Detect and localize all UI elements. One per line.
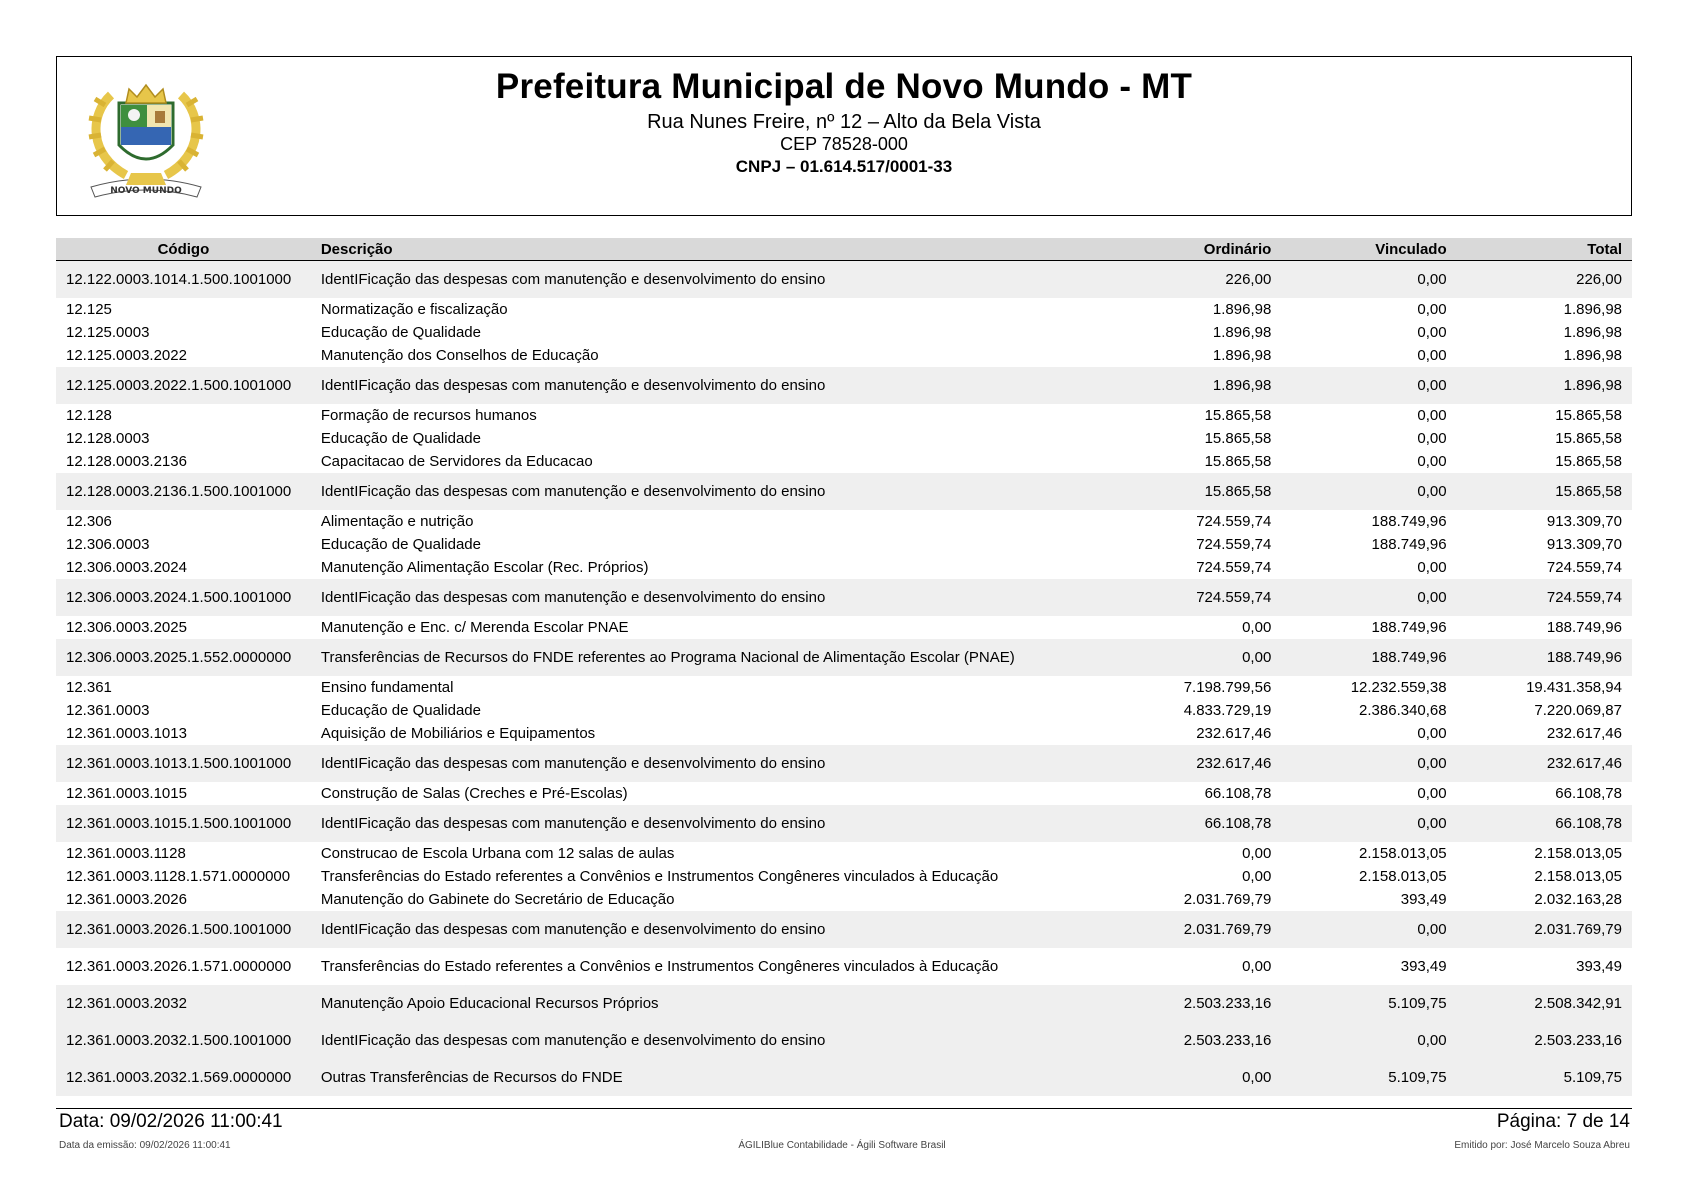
emitted-by: Emitido por: José Marcelo Souza Abreu [1454, 1140, 1630, 1151]
cell-ordinario: 1.896,98 [1212, 300, 1272, 318]
cell-vinculado: 5.109,75 [1281, 1059, 1456, 1096]
cell-code: 12.122.0003.1014.1.500.1001000 [56, 261, 311, 298]
cell-code: 12.306.0003.2024.1.500.1001000 [56, 579, 311, 616]
cell-description: Educação de Qualidade [320, 535, 481, 553]
table-row [56, 639, 1632, 676]
cell-vinculado: 0,00 [1281, 367, 1456, 404]
cell-vinculado: 0,00 [1281, 261, 1456, 298]
cell-total: 724.559,74 [1457, 579, 1632, 616]
address-text: Rua Nunes Freire, nº 12 – Alto da Bela Vista [647, 111, 1041, 133]
cell-ordinario: 2.503.233,16 [1106, 985, 1281, 1022]
cell-description: IdentIFicação das despesas com manutenção e desenvolvimento do ensino [311, 805, 1106, 842]
footer-divider [56, 1108, 1632, 1109]
cell-vinculado: 188.749,96 [1371, 535, 1447, 553]
cell-code: 12.128.0003.2136.1.500.1001000 [56, 473, 311, 510]
cell-code: 12.361.0003.2032.1.569.0000000 [56, 1059, 311, 1096]
cell-total: 15.865,58 [1555, 452, 1622, 470]
cell-vinculado: 0,00 [1281, 805, 1456, 842]
table-row [56, 805, 1632, 842]
report-date: Data: 09/02/2026 11:00:41 [59, 1111, 283, 1132]
cell-code: 12.306.0003.2025 [66, 618, 187, 636]
cell-vinculado: 0,00 [1281, 473, 1456, 510]
cell-description: Manutenção e Enc. c/ Merenda Escolar PNAE [320, 618, 629, 636]
cell-code: 12.125.0003.2022 [66, 346, 187, 364]
cell-code: 12.125.0003 [66, 323, 150, 341]
cell-ordinario: 724.559,74 [1196, 558, 1272, 576]
table-body [56, 261, 1632, 1096]
cell-total: 19.431.358,94 [1526, 678, 1622, 696]
cell-ordinario: 0,00 [1106, 1059, 1281, 1096]
cell-vinculado: 2.158.013,05 [1359, 867, 1447, 885]
cell-code: 12.361.0003.1013.1.500.1001000 [56, 745, 311, 782]
table-row [56, 722, 1632, 745]
cell-code: 12.128.0003 [66, 429, 150, 447]
cell-code: 12.306.0003 [66, 535, 150, 553]
cell-ordinario: 7.198.799,56 [1183, 678, 1272, 696]
table-row [56, 1059, 1632, 1096]
cell-description: Normatização e fiscalização [320, 300, 508, 318]
cell-total: 66.108,78 [1555, 784, 1622, 802]
expense-table [56, 238, 1632, 1096]
cell-vinculado: 0,00 [1417, 558, 1447, 576]
cell-vinculado: 5.109,75 [1281, 985, 1456, 1022]
cell-description: Transferências do Estado referentes a Convênios e Instrumentos Congêneres vinculados à Educação [311, 948, 1106, 985]
system-name: ÁGILIBlue Contabilidade - Ágili Software Brasil [738, 1140, 946, 1151]
cell-ordinario: 0,00 [1106, 639, 1281, 676]
cell-ordinario: 15.865,58 [1106, 473, 1281, 510]
cep-text: CEP 78528-000 [780, 134, 908, 154]
cell-vinculado: 0,00 [1417, 323, 1447, 341]
column-header-total: Total [1457, 238, 1632, 261]
cell-description: Educação de Qualidade [320, 323, 481, 341]
cell-total: 232.617,46 [1546, 724, 1622, 742]
cell-total: 2.158.013,05 [1534, 844, 1622, 862]
cell-code: 12.361.0003 [66, 701, 150, 719]
cell-description: IdentIFicação das despesas com manutenção e desenvolvimento do ensino [311, 579, 1106, 616]
cell-vinculado: 0,00 [1281, 911, 1456, 948]
cell-ordinario: 66.108,78 [1204, 784, 1272, 802]
cell-total: 7.220.069,87 [1534, 701, 1622, 719]
cell-total: 15.865,58 [1555, 429, 1622, 447]
cell-ordinario: 0,00 [1242, 867, 1272, 885]
cell-total: 1.896,98 [1563, 323, 1622, 341]
table-row [56, 676, 1632, 699]
cell-total: 188.749,96 [1546, 618, 1622, 636]
cell-vinculado: 12.232.559,38 [1350, 678, 1447, 696]
table-row [56, 298, 1632, 321]
cell-description: IdentIFicação das despesas com manutenção e desenvolvimento do ensino [311, 473, 1106, 510]
table-row [56, 616, 1632, 639]
cell-code: 12.306.0003.2025.1.552.0000000 [56, 639, 311, 676]
cell-description: Capacitacao de Servidores da Educacao [320, 452, 593, 470]
cell-total: 913.309,70 [1546, 512, 1622, 530]
table-row [56, 948, 1632, 985]
cell-code: 12.361.0003.2032.1.500.1001000 [56, 1022, 311, 1059]
table-row [56, 261, 1632, 298]
cell-vinculado: 0,00 [1417, 346, 1447, 364]
column-header-ordinario: Ordinário [1106, 238, 1281, 261]
cell-total: 2.158.013,05 [1534, 867, 1622, 885]
cell-total: 1.896,98 [1563, 346, 1622, 364]
table-row [56, 888, 1632, 911]
cell-description: IdentIFicação das despesas com manutenção e desenvolvimento do ensino [311, 1022, 1106, 1059]
emission-date: Data da emissão: 09/02/2026 11:00:41 [59, 1140, 231, 1151]
cell-description: Formação de recursos humanos [320, 406, 537, 424]
cell-ordinario: 15.865,58 [1204, 406, 1272, 424]
cell-vinculado: 393,49 [1400, 890, 1447, 908]
table-row [56, 510, 1632, 533]
cell-total: 2.032.163,28 [1534, 890, 1622, 908]
column-header-description: Descrição [311, 238, 1106, 261]
cell-ordinario: 2.031.769,79 [1183, 890, 1272, 908]
cell-vinculado: 0,00 [1417, 452, 1447, 470]
cell-description: Transferências do Estado referentes a Convênios e Instrumentos Congêneres vinculados à Educação [320, 867, 999, 885]
cell-vinculado: 0,00 [1417, 724, 1447, 742]
cell-ordinario: 724.559,74 [1196, 535, 1272, 553]
table-row [56, 911, 1632, 948]
table-row [56, 782, 1632, 805]
cell-total: 15.865,58 [1555, 406, 1622, 424]
cell-ordinario: 226,00 [1106, 261, 1281, 298]
cell-vinculado: 188.749,96 [1371, 512, 1447, 530]
cell-vinculado: 0,00 [1281, 579, 1456, 616]
cell-vinculado: 0,00 [1417, 300, 1447, 318]
cell-total: 1.896,98 [1563, 300, 1622, 318]
cell-total: 2.031.769,79 [1457, 911, 1632, 948]
table-row [56, 344, 1632, 367]
cell-ordinario: 1.896,98 [1106, 367, 1281, 404]
cell-code: 12.128 [66, 406, 112, 424]
cell-description: Ensino fundamental [320, 678, 454, 696]
cell-ordinario: 724.559,74 [1106, 579, 1281, 616]
cell-total: 724.559,74 [1546, 558, 1622, 576]
column-header-vinculado: Vinculado [1281, 238, 1456, 261]
cell-code: 12.361.0003.1015.1.500.1001000 [56, 805, 311, 842]
cell-total: 188.749,96 [1457, 639, 1632, 676]
cell-description: IdentIFicação das despesas com manutenção e desenvolvimento do ensino [311, 745, 1106, 782]
cell-vinculado: 2.386.340,68 [1359, 701, 1447, 719]
cell-total: 15.865,58 [1457, 473, 1632, 510]
cell-description: Educação de Qualidade [320, 701, 481, 719]
cell-vinculado: 188.749,96 [1281, 639, 1456, 676]
cell-total: 913.309,70 [1546, 535, 1622, 553]
cell-code: 12.125.0003.2022.1.500.1001000 [56, 367, 311, 404]
table-row [56, 865, 1632, 888]
cell-ordinario: 724.559,74 [1196, 512, 1272, 530]
cell-description: Manutenção do Gabinete do Secretário de Educação [320, 890, 675, 908]
table-row [56, 556, 1632, 579]
table-row [56, 533, 1632, 556]
page-number: Página: 7 de 14 [1496, 1111, 1630, 1132]
cell-description: Manutenção Alimentação Escolar (Rec. Próprios) [320, 558, 649, 576]
cell-vinculado: 0,00 [1281, 1022, 1456, 1059]
cell-description: IdentIFicação das despesas com manutenção e desenvolvimento do ensino [311, 261, 1106, 298]
cell-ordinario: 232.617,46 [1196, 724, 1272, 742]
cell-ordinario: 4.833.729,19 [1183, 701, 1272, 719]
cell-vinculado: 0,00 [1417, 429, 1447, 447]
cell-vinculado: 2.158.013,05 [1359, 844, 1447, 862]
cell-description: Alimentação e nutrição [320, 512, 474, 530]
cell-ordinario: 0,00 [1242, 618, 1272, 636]
cell-description: Construção de Salas (Creches e Pré-Escolas) [320, 784, 628, 802]
cell-total: 1.896,98 [1457, 367, 1632, 404]
cell-ordinario: 15.865,58 [1204, 429, 1272, 447]
cell-code: 12.361.0003.2026 [66, 890, 187, 908]
cell-total: 5.109,75 [1457, 1059, 1632, 1096]
cell-description: Transferências de Recursos do FNDE referentes ao Programa Nacional de Alimentação Escolar (PNAE) [311, 639, 1106, 676]
cell-ordinario: 2.503.233,16 [1106, 1022, 1281, 1059]
cell-description: IdentIFicação das despesas com manutenção e desenvolvimento do ensino [311, 911, 1106, 948]
cell-code: 12.306.0003.2024 [66, 558, 187, 576]
cell-description: Outras Transferências de Recursos do FNDE [311, 1059, 1106, 1096]
cell-total: 393,49 [1457, 948, 1632, 985]
table-row [56, 367, 1632, 404]
cell-code: 12.361.0003.1128 [66, 844, 186, 862]
table-row [56, 321, 1632, 344]
cell-description: Educação de Qualidade [320, 429, 481, 447]
cell-ordinario: 0,00 [1106, 948, 1281, 985]
cell-total: 2.508.342,91 [1457, 985, 1632, 1022]
column-header-code: Código [56, 238, 311, 261]
cell-description: Construcao de Escola Urbana com 12 salas de aulas [320, 844, 675, 862]
cell-total: 232.617,46 [1457, 745, 1632, 782]
svg-text:NOVO MUNDO: NOVO MUNDO [110, 186, 182, 196]
cnpj-text: CNPJ – 01.614.517/0001-33 [735, 157, 953, 176]
table-row [56, 579, 1632, 616]
cell-total: 226,00 [1457, 261, 1632, 298]
cell-code: 12.361.0003.2032 [56, 985, 311, 1022]
cell-vinculado: 393,49 [1281, 948, 1456, 985]
cell-ordinario: 15.865,58 [1204, 452, 1272, 470]
table-row [56, 1022, 1632, 1059]
cell-vinculado: 0,00 [1417, 784, 1447, 802]
cell-ordinario: 66.108,78 [1106, 805, 1281, 842]
cell-description: Manutenção dos Conselhos de Educação [320, 346, 599, 364]
cell-code: 12.361 [66, 678, 112, 696]
table-row [56, 450, 1632, 473]
table-row [56, 745, 1632, 782]
cell-code: 12.361.0003.2026.1.500.1001000 [56, 911, 311, 948]
report-header [56, 56, 1632, 216]
cell-ordinario: 2.031.769,79 [1106, 911, 1281, 948]
cell-ordinario: 232.617,46 [1106, 745, 1281, 782]
cell-ordinario: 1.896,98 [1212, 346, 1272, 364]
cell-code: 12.361.0003.1128.1.571.0000000 [66, 867, 291, 885]
cell-description: Manutenção Apoio Educacional Recursos Próprios [311, 985, 1106, 1022]
cell-ordinario: 1.896,98 [1212, 323, 1272, 341]
cell-total: 2.503.233,16 [1457, 1022, 1632, 1059]
table-header-row [56, 238, 1632, 261]
cell-vinculado: 0,00 [1417, 406, 1447, 424]
cell-code: 12.361.0003.1013 [66, 724, 187, 742]
cell-vinculado: 188.749,96 [1371, 618, 1447, 636]
cell-description: Aquisição de Mobiliários e Equipamentos [320, 724, 596, 742]
page-title: Prefeitura Municipal de Novo Mundo - MT [495, 67, 1193, 106]
cell-vinculado: 0,00 [1281, 745, 1456, 782]
cell-code: 12.128.0003.2136 [66, 452, 187, 470]
table-row [56, 699, 1632, 722]
cell-code: 12.125 [66, 300, 112, 318]
table-row [56, 473, 1632, 510]
table-row [56, 985, 1632, 1022]
cell-ordinario: 0,00 [1242, 844, 1272, 862]
table-row [56, 427, 1632, 450]
cell-total: 66.108,78 [1457, 805, 1632, 842]
cell-code: 12.361.0003.1015 [66, 784, 187, 802]
cell-code: 12.306 [66, 512, 112, 530]
table-row [56, 404, 1632, 427]
cell-description: IdentIFicação das despesas com manutenção e desenvolvimento do ensino [311, 367, 1106, 404]
table-row [56, 842, 1632, 865]
cell-code: 12.361.0003.2026.1.571.0000000 [56, 948, 311, 985]
